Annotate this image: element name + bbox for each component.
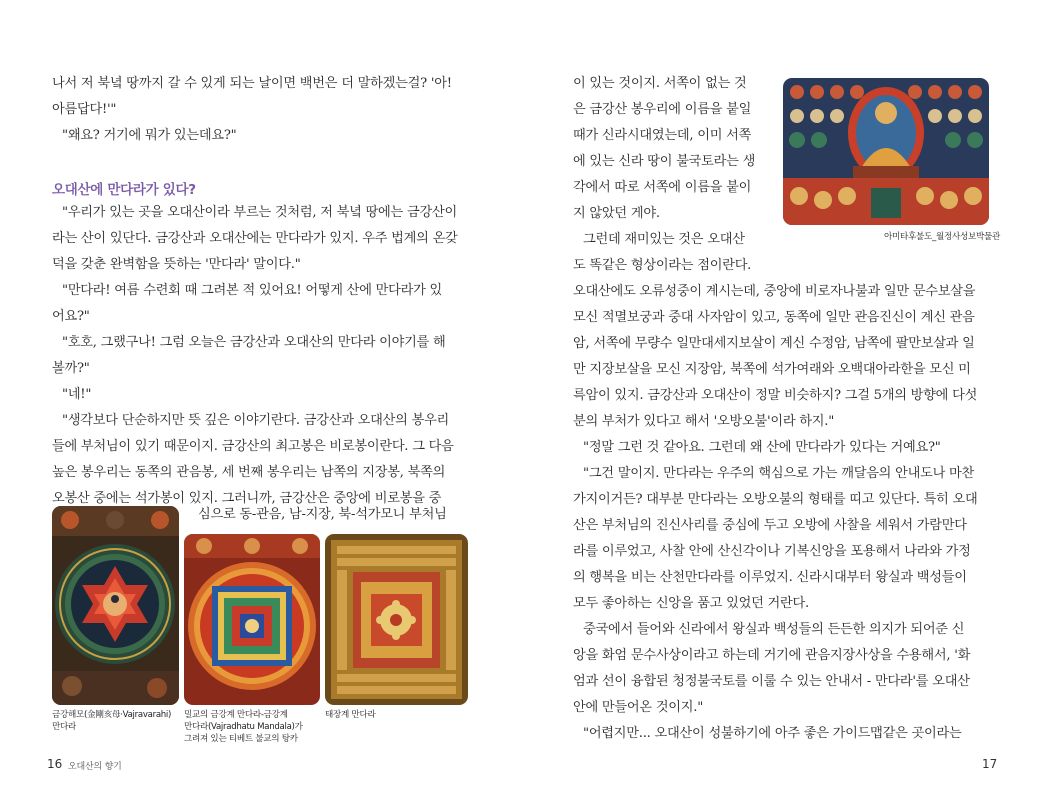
text-line: 각에서 따로 서쪽에 이름을 붙이 xyxy=(573,180,752,195)
caption-line: 그려져 있는 티베트 불교의 탕카 xyxy=(184,734,298,744)
text-line: 은 금강산 봉우리에 이름을 붙일 xyxy=(573,102,752,117)
text-line: 라를 이루었고, 사찰 안에 산신각이나 기복신앙을 포용해서 나라와 가정 xyxy=(573,544,971,559)
figure-caption xyxy=(184,709,303,745)
text-line: "호호, 그랬구나! 그럼 오늘은 금강산과 오대산의 만다라 이야기를 해 xyxy=(62,335,446,350)
text-line: 때가 신라시대였는데, 이미 서쪽 xyxy=(573,128,752,143)
figure-caption xyxy=(325,709,375,721)
text-line: 덕을 갖춘 완벽함을 뜻하는 '만다라' 말이다." xyxy=(52,257,301,272)
text-line: "우리가 있는 곳을 오대산이라 부르는 것처럼, 저 북녘 땅에는 금강산이 xyxy=(62,205,457,220)
text-line: "어렵지만... 오대산이 성불하기에 아주 좋은 가이드맵같은 곳이라는 xyxy=(583,726,962,741)
garbhadhatu-mandala-image xyxy=(325,534,468,705)
text-line: 나서 저 북녘 땅까지 갈 수 있게 되는 날이면 백번은 더 말하겠는걸? '아! xyxy=(52,76,452,91)
wrapped-paragraph xyxy=(573,71,755,279)
text-line: 높은 봉우리는 동쪽의 관음봉, 세 번째 봉우리는 남쪽의 지장봉, 북쪽의 xyxy=(52,465,446,480)
text-line: "왜요? 거기에 뭐가 있는데요?" xyxy=(62,128,237,143)
text-line: "만다라! 여름 수련회 때 그려본 적 있어요! 어떻게 산에 만다라가 있 xyxy=(62,283,443,298)
text-line: 륵암이 있지. 금강산과 오대산이 정말 비슷하지? 그걸 5개의 방향에 다섯 xyxy=(573,388,978,403)
right-page xyxy=(521,0,1042,793)
photo-caption: 아미타후불도_월정사성보박물관 xyxy=(884,232,1001,242)
text-line: "그건 말이지. 만다라는 우주의 핵심으로 가는 깨달음의 안내도나 마찬 xyxy=(583,466,974,481)
text-line: 에 있는 신라 땅이 불국토라는 생 xyxy=(573,154,756,169)
text-line: 어요?" xyxy=(52,309,90,324)
caption-line: 금강해모(金剛亥母·Vajravarahi) xyxy=(52,710,172,720)
text-line: 중국에서 들어와 신라에서 왕실과 백성들의 든든한 의지가 되어준 신 xyxy=(583,622,965,637)
text-line: 도 똑같은 형상이라는 점이란다. xyxy=(573,258,752,273)
page-number: 17 xyxy=(982,757,998,771)
main-paragraph xyxy=(573,279,977,747)
vajravarahi-mandala-image xyxy=(52,506,179,705)
section-heading: 오대산에 만다라가 있다? xyxy=(52,182,196,198)
caption-line: 만다라(Vajradhatu Mandala)가 xyxy=(184,722,303,732)
text-line: 의 행복을 비는 산천만다라를 이루었지. 신라시대부터 왕실과 백성들이 xyxy=(573,570,967,585)
text-line: 오대산에도 오류성중이 계시는데, 중앙에 비로자나불과 일만 문수보살을 xyxy=(573,284,976,299)
caption-line: 만다라 xyxy=(52,722,77,732)
caption-line: 밀교의 금강계 만다라-금강계 xyxy=(184,710,288,720)
text-line: 산은 부처님의 진신사리를 중심에 두고 오방에 사찰을 세워서 가람만다 xyxy=(573,518,967,533)
vajradhatu-mandala-image xyxy=(184,534,320,705)
text-line: 아름답다!'" xyxy=(52,102,117,117)
text-line: 가지이거든? 대부분 만다라는 오방오불의 형태를 띠고 있단다. 특히 오대 xyxy=(573,492,978,507)
text-line: 분의 부처가 있다고 해서 '오방오불'이라 하지." xyxy=(573,414,835,429)
text-line: 앙을 화엄 문수사상이라고 하는데 거기에 관음지장사상을 수용해서, '화 xyxy=(573,648,971,663)
text-line: "생각보다 단순하지만 뜻 깊은 이야기란다. 금강산과 오대산의 봉우리 xyxy=(62,413,450,428)
text-line: 이 있는 것이지. 서쪽이 없는 것 xyxy=(573,76,747,91)
wrapped-line xyxy=(198,502,447,528)
intro-paragraph xyxy=(52,71,472,149)
amitabha-painting-image xyxy=(783,78,989,225)
text-line: "정말 그런 것 같아요. 그런데 왜 산에 만다라가 있다는 거예요?" xyxy=(583,440,941,455)
text-line: 안에 만들어온 것이지." xyxy=(573,700,704,715)
text-line: 그런데 재미있는 것은 오대산 xyxy=(583,232,745,247)
text-line: 볼까?" xyxy=(52,361,90,376)
text-line: 엄과 선이 융합된 청정불국토를 이룰 수 있는 안내서 - 만다라'를 오대산 xyxy=(573,674,970,689)
text-line: 라는 산이 있단다. 금강산과 오대산에는 만다라가 있지. 우주 법계의 온갖 xyxy=(52,231,458,246)
text-line: 모신 적멸보궁과 중대 사자암이 있고, 동쪽에 일만 관음진신이 계신 관음 xyxy=(573,310,975,325)
text-line: 오봉산 중에는 석가봉이 있지. 그러니까, 금강산은 중앙에 비로봉을 중 xyxy=(52,491,442,506)
text-line: 들에 부처님이 있기 때문이지. 금강산의 최고봉은 비로봉이란다. 그 다음 xyxy=(52,439,454,454)
main-paragraph xyxy=(52,200,458,512)
text-line: 심으로 동-관음, 남-지장, 북-석가모니 부처님 xyxy=(198,507,447,522)
running-title: 오대산의 향기 xyxy=(68,762,122,772)
page-number: 16 xyxy=(47,757,63,771)
caption-line: 태장계 만다라 xyxy=(325,710,376,720)
text-line: "네!" xyxy=(62,387,92,402)
text-line: 모두 좋아하는 신앙을 품고 있었던 거란다. xyxy=(573,596,809,611)
text-line: 지 않았던 게야. xyxy=(573,206,660,221)
figure-caption xyxy=(52,709,171,733)
text-line: 만 지장보살을 모신 지장암, 북쪽에 석가여래와 오백대아라한을 모신 미 xyxy=(573,362,971,377)
text-line: 암, 서쪽에 무량수 일만대세지보살이 계신 수정암, 남쪽에 팔만보살과 일 xyxy=(573,336,975,351)
